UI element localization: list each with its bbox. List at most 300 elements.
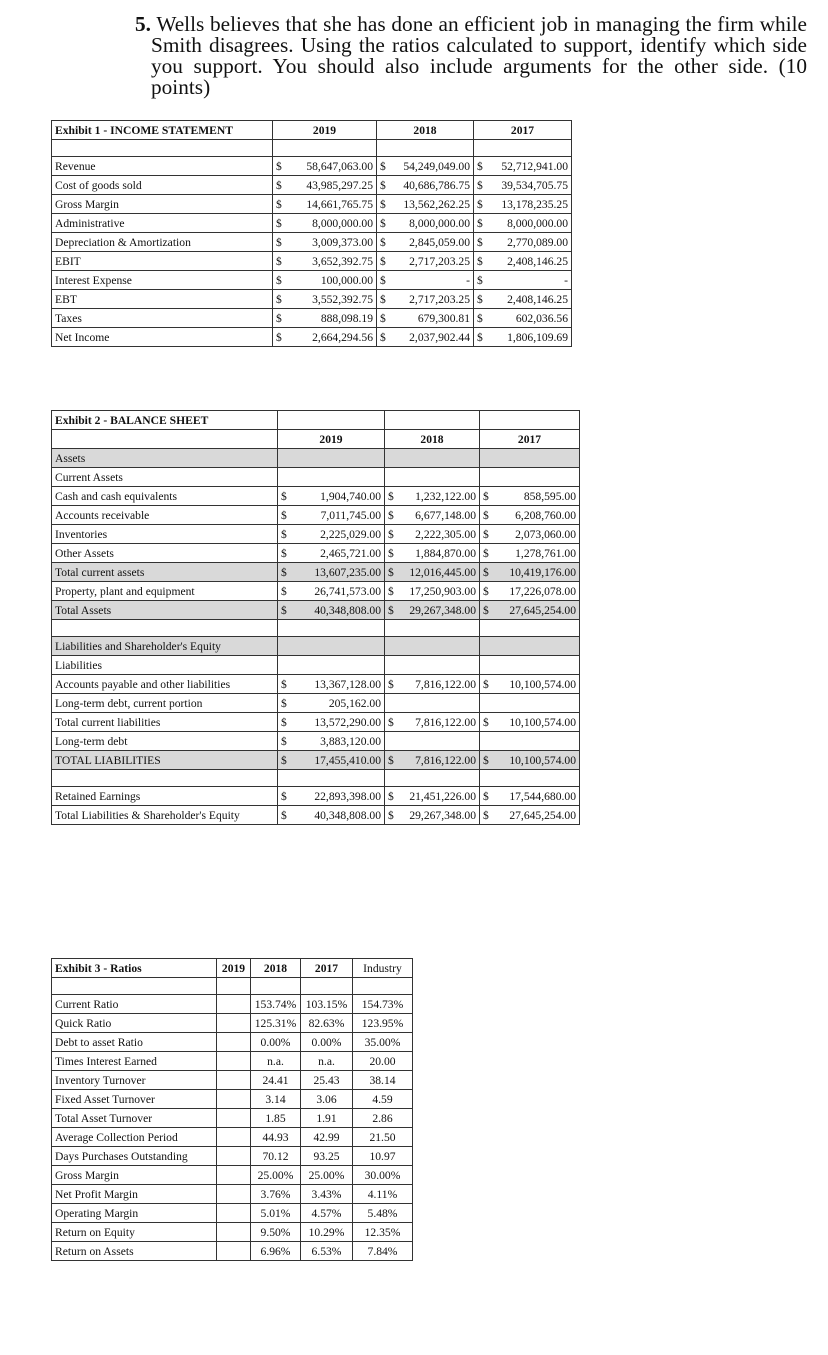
row-label: Retained Earnings bbox=[52, 787, 278, 806]
row-label: Other Assets bbox=[52, 544, 278, 563]
currency-sign: $ bbox=[388, 565, 394, 579]
table-row bbox=[52, 411, 580, 430]
row-label: Inventory Turnover bbox=[52, 1071, 217, 1090]
currency-sign: $ bbox=[477, 330, 483, 344]
row-label: Total Asset Turnover bbox=[52, 1109, 217, 1128]
row-label: Debt to asset Ratio bbox=[52, 1033, 217, 1052]
currency-sign: $ bbox=[281, 696, 287, 710]
row-label: Accounts payable and other liabilities bbox=[52, 675, 278, 694]
money-cell bbox=[474, 271, 572, 290]
money-cell bbox=[474, 157, 572, 176]
ratio-value: 154.73% bbox=[353, 995, 413, 1014]
ratio-value bbox=[217, 1033, 251, 1052]
question-body: Wells believes that she has done an efficient job in managing the firm while Smith disagrees. Using the ratios calculated to support, identify which side you support. You should also include arguments for the other side. (10 points) bbox=[151, 12, 807, 99]
empty-cell bbox=[251, 978, 301, 995]
empty-cell bbox=[385, 770, 480, 787]
section-label: Liabilities bbox=[52, 656, 278, 675]
row-label: Total Liabilities & Shareholder's Equity bbox=[52, 806, 278, 825]
amount: 52,712,941.00 bbox=[501, 159, 568, 173]
table-row bbox=[52, 1128, 413, 1147]
empty-cell bbox=[480, 637, 580, 656]
amount: 2,225,029.00 bbox=[320, 527, 381, 541]
currency-sign: $ bbox=[483, 546, 489, 560]
currency-sign: $ bbox=[483, 677, 489, 691]
empty-cell bbox=[52, 770, 278, 787]
currency-sign: $ bbox=[477, 273, 483, 287]
amount: 29,267,348.00 bbox=[409, 603, 476, 617]
currency-sign: $ bbox=[276, 216, 282, 230]
ratio-value: 3.06 bbox=[301, 1090, 353, 1109]
ratio-value: 24.41 bbox=[251, 1071, 301, 1090]
currency-sign: $ bbox=[483, 808, 489, 822]
money-cell bbox=[385, 694, 480, 713]
ratio-value: 0.00% bbox=[301, 1033, 353, 1052]
empty-cell bbox=[301, 978, 353, 995]
money-cell bbox=[273, 309, 377, 328]
amount: 6,208,760.00 bbox=[515, 508, 576, 522]
table-row bbox=[52, 1242, 413, 1261]
amount: 14,661,765.75 bbox=[306, 197, 373, 211]
money-cell bbox=[474, 195, 572, 214]
currency-sign: $ bbox=[281, 808, 287, 822]
amount: 10,100,574.00 bbox=[509, 715, 576, 729]
amount: 858,595.00 bbox=[523, 489, 576, 503]
money-cell bbox=[474, 214, 572, 233]
currency-sign: $ bbox=[281, 527, 287, 541]
amount: - bbox=[564, 273, 568, 287]
currency-sign: $ bbox=[388, 527, 394, 541]
table-row bbox=[52, 751, 580, 770]
table-row bbox=[52, 1090, 413, 1109]
money-cell bbox=[474, 328, 572, 347]
exhibit-title: Exhibit 2 - BALANCE SHEET bbox=[52, 411, 278, 430]
currency-sign: $ bbox=[281, 546, 287, 560]
amount: 2,664,294.56 bbox=[312, 330, 373, 344]
currency-sign: $ bbox=[276, 254, 282, 268]
money-cell bbox=[385, 563, 480, 582]
ratio-value: 25.00% bbox=[251, 1166, 301, 1185]
row-label: Long-term debt bbox=[52, 732, 278, 751]
amount: 8,000,000.00 bbox=[312, 216, 373, 230]
money-cell bbox=[273, 252, 377, 271]
amount: 2,845,059.00 bbox=[409, 235, 470, 249]
section-label: Current Assets bbox=[52, 468, 278, 487]
ratio-value: 1.85 bbox=[251, 1109, 301, 1128]
currency-sign: $ bbox=[483, 715, 489, 729]
table-row bbox=[52, 1185, 413, 1204]
amount: 2,717,203.25 bbox=[409, 254, 470, 268]
money-cell bbox=[273, 328, 377, 347]
currency-sign: $ bbox=[281, 753, 287, 767]
ratio-value: 25.43 bbox=[301, 1071, 353, 1090]
empty-cell bbox=[278, 656, 385, 675]
money-cell bbox=[278, 544, 385, 563]
money-cell bbox=[385, 806, 480, 825]
empty-cell bbox=[480, 656, 580, 675]
amount: 17,455,410.00 bbox=[314, 753, 381, 767]
amount: 1,806,109.69 bbox=[507, 330, 568, 344]
money-cell bbox=[278, 694, 385, 713]
row-label: Administrative bbox=[52, 214, 273, 233]
currency-sign: $ bbox=[477, 178, 483, 192]
amount: 43,985,297.25 bbox=[306, 178, 373, 192]
amount: 679,300.81 bbox=[417, 311, 470, 325]
ratio-value: 12.35% bbox=[353, 1223, 413, 1242]
amount: 17,544,680.00 bbox=[509, 789, 576, 803]
money-cell bbox=[273, 176, 377, 195]
money-cell bbox=[385, 601, 480, 620]
currency-sign: $ bbox=[477, 311, 483, 325]
amount: 10,100,574.00 bbox=[509, 677, 576, 691]
table-row bbox=[52, 121, 572, 140]
money-cell bbox=[377, 271, 474, 290]
currency-sign: $ bbox=[483, 565, 489, 579]
empty-cell bbox=[278, 468, 385, 487]
ratio-value: 6.53% bbox=[301, 1242, 353, 1261]
table-row bbox=[52, 506, 580, 525]
ratio-value bbox=[217, 1071, 251, 1090]
ratio-value: 4.11% bbox=[353, 1185, 413, 1204]
amount: 10,419,176.00 bbox=[509, 565, 576, 579]
table-row bbox=[52, 252, 572, 271]
ratio-value: 5.48% bbox=[353, 1204, 413, 1223]
money-cell bbox=[278, 487, 385, 506]
amount: 7,816,122.00 bbox=[415, 753, 476, 767]
column-header: 2018 bbox=[377, 121, 474, 140]
row-label: Times Interest Earned bbox=[52, 1052, 217, 1071]
currency-sign: $ bbox=[477, 159, 483, 173]
money-cell bbox=[385, 713, 480, 732]
amount: 2,073,060.00 bbox=[515, 527, 576, 541]
money-cell bbox=[480, 487, 580, 506]
amount: 8,000,000.00 bbox=[409, 216, 470, 230]
amount: 13,607,235.00 bbox=[314, 565, 381, 579]
currency-sign: $ bbox=[388, 508, 394, 522]
column-header: 2018 bbox=[385, 430, 480, 449]
table-row bbox=[52, 544, 580, 563]
table-row bbox=[52, 1147, 413, 1166]
money-cell bbox=[377, 328, 474, 347]
row-label: Return on Assets bbox=[52, 1242, 217, 1261]
ratio-value: 9.50% bbox=[251, 1223, 301, 1242]
empty-cell bbox=[385, 411, 480, 430]
money-cell bbox=[385, 525, 480, 544]
money-cell bbox=[480, 751, 580, 770]
ratio-value bbox=[217, 1052, 251, 1071]
row-label: Total current liabilities bbox=[52, 713, 278, 732]
ratio-value: 5.01% bbox=[251, 1204, 301, 1223]
amount: 3,552,392.75 bbox=[312, 292, 373, 306]
row-label: TOTAL LIABILITIES bbox=[52, 751, 278, 770]
currency-sign: $ bbox=[276, 159, 282, 173]
table-row bbox=[52, 290, 572, 309]
column-header: 2019 bbox=[273, 121, 377, 140]
row-label: Total current assets bbox=[52, 563, 278, 582]
money-cell bbox=[377, 233, 474, 252]
money-cell bbox=[385, 787, 480, 806]
money-cell bbox=[480, 732, 580, 751]
money-cell bbox=[278, 675, 385, 694]
currency-sign: $ bbox=[276, 330, 282, 344]
amount: 7,816,122.00 bbox=[415, 715, 476, 729]
currency-sign: $ bbox=[483, 508, 489, 522]
currency-sign: $ bbox=[380, 311, 386, 325]
money-cell bbox=[474, 309, 572, 328]
amount: 2,408,146.25 bbox=[507, 254, 568, 268]
amount: 1,278,761.00 bbox=[515, 546, 576, 560]
currency-sign: $ bbox=[380, 216, 386, 230]
table-row bbox=[52, 309, 572, 328]
money-cell bbox=[480, 582, 580, 601]
money-cell bbox=[377, 157, 474, 176]
currency-sign: $ bbox=[276, 311, 282, 325]
empty-cell bbox=[474, 140, 572, 157]
money-cell bbox=[273, 233, 377, 252]
table-row bbox=[52, 1033, 413, 1052]
empty-cell bbox=[52, 140, 273, 157]
row-label: Fixed Asset Turnover bbox=[52, 1090, 217, 1109]
row-label: Accounts receivable bbox=[52, 506, 278, 525]
table-row bbox=[52, 487, 580, 506]
ratio-value bbox=[217, 1166, 251, 1185]
currency-sign: $ bbox=[388, 489, 394, 503]
ratio-value bbox=[217, 1109, 251, 1128]
ratio-value: 2.86 bbox=[353, 1109, 413, 1128]
amount: 12,016,445.00 bbox=[409, 565, 476, 579]
ratio-value bbox=[217, 1147, 251, 1166]
money-cell bbox=[273, 214, 377, 233]
row-label: Return on Equity bbox=[52, 1223, 217, 1242]
empty-cell bbox=[385, 637, 480, 656]
amount: 3,883,120.00 bbox=[320, 734, 381, 748]
amount: 27,645,254.00 bbox=[509, 603, 576, 617]
table-row bbox=[52, 601, 580, 620]
money-cell bbox=[278, 563, 385, 582]
amount: 8,000,000.00 bbox=[507, 216, 568, 230]
money-cell bbox=[278, 582, 385, 601]
empty-cell bbox=[377, 140, 474, 157]
money-cell bbox=[377, 252, 474, 271]
money-cell bbox=[480, 601, 580, 620]
row-label: Depreciation & Amortization bbox=[52, 233, 273, 252]
table-row bbox=[52, 713, 580, 732]
empty-cell bbox=[385, 468, 480, 487]
money-cell bbox=[278, 732, 385, 751]
ratio-value: 93.25 bbox=[301, 1147, 353, 1166]
money-cell bbox=[480, 694, 580, 713]
ratio-value: 4.59 bbox=[353, 1090, 413, 1109]
amount: 27,645,254.00 bbox=[509, 808, 576, 822]
empty-cell bbox=[278, 637, 385, 656]
ratio-value: 4.57% bbox=[301, 1204, 353, 1223]
row-label: Net Income bbox=[52, 328, 273, 347]
currency-sign: $ bbox=[380, 330, 386, 344]
empty-cell bbox=[480, 411, 580, 430]
ratio-value: n.a. bbox=[251, 1052, 301, 1071]
table-row bbox=[52, 157, 572, 176]
ratio-value bbox=[217, 1223, 251, 1242]
amount: 1,232,122.00 bbox=[415, 489, 476, 503]
money-cell bbox=[480, 806, 580, 825]
ratio-value bbox=[217, 1185, 251, 1204]
amount: 3,652,392.75 bbox=[312, 254, 373, 268]
amount: 2,717,203.25 bbox=[409, 292, 470, 306]
amount: 13,562,262.25 bbox=[403, 197, 470, 211]
currency-sign: $ bbox=[276, 235, 282, 249]
row-label: Revenue bbox=[52, 157, 273, 176]
row-label: Cash and cash equivalents bbox=[52, 487, 278, 506]
money-cell bbox=[474, 176, 572, 195]
money-cell bbox=[474, 290, 572, 309]
table-row bbox=[52, 656, 580, 675]
ratio-value: 30.00% bbox=[353, 1166, 413, 1185]
money-cell bbox=[385, 732, 480, 751]
empty-cell bbox=[385, 449, 480, 468]
currency-sign: $ bbox=[388, 715, 394, 729]
currency-sign: $ bbox=[380, 178, 386, 192]
money-cell bbox=[273, 290, 377, 309]
ratio-value: 7.84% bbox=[353, 1242, 413, 1261]
ratio-value: 82.63% bbox=[301, 1014, 353, 1033]
money-cell bbox=[278, 751, 385, 770]
row-label: Property, plant and equipment bbox=[52, 582, 278, 601]
money-cell bbox=[278, 601, 385, 620]
empty-cell bbox=[217, 978, 251, 995]
currency-sign: $ bbox=[276, 292, 282, 306]
amount: 2,408,146.25 bbox=[507, 292, 568, 306]
amount: 6,677,148.00 bbox=[415, 508, 476, 522]
row-label: Taxes bbox=[52, 309, 273, 328]
money-cell bbox=[385, 675, 480, 694]
money-cell bbox=[480, 525, 580, 544]
currency-sign: $ bbox=[281, 789, 287, 803]
row-label: EBIT bbox=[52, 252, 273, 271]
row-label: Average Collection Period bbox=[52, 1128, 217, 1147]
table-row bbox=[52, 525, 580, 544]
table-row bbox=[52, 1204, 413, 1223]
money-cell bbox=[480, 563, 580, 582]
money-cell bbox=[474, 233, 572, 252]
currency-sign: $ bbox=[483, 527, 489, 541]
row-label: EBT bbox=[52, 290, 273, 309]
ratio-value: 38.14 bbox=[353, 1071, 413, 1090]
amount: 21,451,226.00 bbox=[409, 789, 476, 803]
amount: 13,367,128.00 bbox=[314, 677, 381, 691]
currency-sign: $ bbox=[281, 734, 287, 748]
money-cell bbox=[480, 544, 580, 563]
amount: 1,904,740.00 bbox=[320, 489, 381, 503]
currency-sign: $ bbox=[281, 489, 287, 503]
row-label: Inventories bbox=[52, 525, 278, 544]
table-row bbox=[52, 195, 572, 214]
column-header: 2019 bbox=[278, 430, 385, 449]
money-cell bbox=[278, 787, 385, 806]
amount: 17,250,903.00 bbox=[409, 584, 476, 598]
currency-sign: $ bbox=[483, 489, 489, 503]
amount: 40,348,808.00 bbox=[314, 603, 381, 617]
ratio-value: 6.96% bbox=[251, 1242, 301, 1261]
row-label: Net Profit Margin bbox=[52, 1185, 217, 1204]
money-cell bbox=[278, 525, 385, 544]
money-cell bbox=[278, 506, 385, 525]
amount: 22,893,398.00 bbox=[314, 789, 381, 803]
empty-cell bbox=[273, 140, 377, 157]
amount: - bbox=[466, 273, 470, 287]
table-row bbox=[52, 1014, 413, 1033]
row-label: Operating Margin bbox=[52, 1204, 217, 1223]
currency-sign: $ bbox=[483, 584, 489, 598]
amount: 13,572,290.00 bbox=[314, 715, 381, 729]
amount: 2,037,902.44 bbox=[409, 330, 470, 344]
currency-sign: $ bbox=[380, 273, 386, 287]
currency-sign: $ bbox=[380, 159, 386, 173]
money-cell bbox=[480, 713, 580, 732]
amount: 26,741,573.00 bbox=[314, 584, 381, 598]
row-label: Quick Ratio bbox=[52, 1014, 217, 1033]
money-cell bbox=[377, 195, 474, 214]
money-cell bbox=[377, 214, 474, 233]
money-cell bbox=[385, 544, 480, 563]
table-row bbox=[52, 271, 572, 290]
money-cell bbox=[480, 675, 580, 694]
ratio-value: 10.97 bbox=[353, 1147, 413, 1166]
empty-cell bbox=[52, 620, 278, 637]
amount: 29,267,348.00 bbox=[409, 808, 476, 822]
currency-sign: $ bbox=[388, 753, 394, 767]
amount: 40,348,808.00 bbox=[314, 808, 381, 822]
amount: 3,009,373.00 bbox=[312, 235, 373, 249]
ratio-value: 1.91 bbox=[301, 1109, 353, 1128]
empty-cell bbox=[480, 770, 580, 787]
money-cell bbox=[474, 252, 572, 271]
amount: 1,884,870.00 bbox=[415, 546, 476, 560]
ratio-value: 10.29% bbox=[301, 1223, 353, 1242]
table-row bbox=[52, 430, 580, 449]
currency-sign: $ bbox=[483, 603, 489, 617]
currency-sign: $ bbox=[477, 235, 483, 249]
column-header: 2017 bbox=[301, 959, 353, 978]
ratio-value bbox=[217, 1128, 251, 1147]
ratio-value: 123.95% bbox=[353, 1014, 413, 1033]
ratio-value: 20.00 bbox=[353, 1052, 413, 1071]
money-cell bbox=[377, 309, 474, 328]
row-label: Days Purchases Outstanding bbox=[52, 1147, 217, 1166]
amount: 888,098.19 bbox=[320, 311, 373, 325]
table-row bbox=[52, 1166, 413, 1185]
ratio-value: 25.00% bbox=[301, 1166, 353, 1185]
currency-sign: $ bbox=[281, 584, 287, 598]
empty-cell bbox=[353, 978, 413, 995]
amount: 54,249,049.00 bbox=[403, 159, 470, 173]
empty-cell bbox=[385, 620, 480, 637]
ratio-value bbox=[217, 1204, 251, 1223]
money-cell bbox=[385, 582, 480, 601]
money-cell bbox=[385, 487, 480, 506]
currency-sign: $ bbox=[477, 197, 483, 211]
amount: 40,686,786.75 bbox=[403, 178, 470, 192]
section-label: Liabilities and Shareholder's Equity bbox=[52, 637, 278, 656]
table-row bbox=[52, 582, 580, 601]
table-row bbox=[52, 140, 572, 157]
table-row bbox=[52, 1052, 413, 1071]
row-label: Total Assets bbox=[52, 601, 278, 620]
empty-cell bbox=[385, 656, 480, 675]
column-header: 2017 bbox=[480, 430, 580, 449]
ratio-value: 153.74% bbox=[251, 995, 301, 1014]
table-row bbox=[52, 787, 580, 806]
table-row bbox=[52, 694, 580, 713]
ratios-table bbox=[51, 958, 413, 1261]
